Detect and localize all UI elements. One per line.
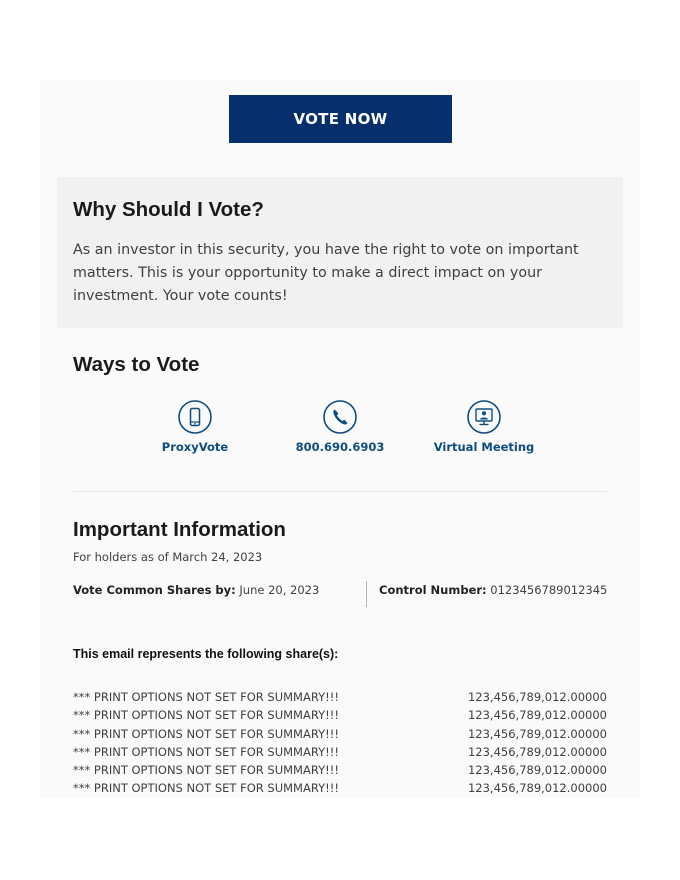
why-vote-title: Why Should I Vote?: [73, 198, 264, 221]
email-card: [40, 80, 640, 798]
holders-date: For holders as of March 24, 2023: [73, 550, 263, 564]
share-name: *** PRINT OPTIONS NOT SET FOR SUMMARY!!!: [73, 690, 339, 704]
share-row: [73, 745, 607, 763]
share-name: *** PRINT OPTIONS NOT SET FOR SUMMARY!!!: [73, 708, 339, 723]
share-amount: 123,456,789,012.00000: [467, 781, 607, 796]
control-number-value: 0123456789012345: [490, 583, 608, 597]
vote-by-label: Vote Common Shares by:: [73, 583, 236, 597]
share-amount: 123,456,789,012.00000: [467, 726, 607, 741]
virtual-meeting-link[interactable]: [409, 400, 559, 454]
mobile-phone-icon: [178, 400, 212, 434]
control-number-field: [379, 583, 607, 597]
proxyvote-label: ProxyVote: [161, 440, 229, 454]
vote-now-button[interactable]: VOTE NOW: [229, 95, 452, 143]
share-amount: 123,456,789,012.00000: [467, 744, 607, 759]
share-row: [73, 727, 607, 745]
ways-to-vote-title: Ways to Vote: [73, 353, 200, 376]
vote-by-field: [73, 583, 319, 597]
phone-number-label: 800.690.6903: [295, 440, 385, 454]
share-row: [73, 690, 607, 708]
telephone-icon: [323, 400, 357, 434]
share-name: *** PRINT OPTIONS NOT SET FOR SUMMARY!!!: [73, 744, 339, 759]
share-amount: 123,456,789,012.00000: [467, 763, 607, 778]
vote-by-date: June 20, 2023: [239, 583, 320, 597]
why-vote-panel: [57, 177, 623, 328]
virtual-meeting-label: Virtual Meeting: [433, 440, 535, 454]
share-amount: 123,456,789,012.00000: [467, 690, 607, 704]
phone-vote-link[interactable]: [265, 400, 415, 454]
proxyvote-link[interactable]: [120, 400, 270, 454]
shares-heading: This email represents the following share(s):: [73, 647, 339, 661]
section-divider: [73, 491, 607, 492]
share-name: *** PRINT OPTIONS NOT SET FOR SUMMARY!!!: [73, 781, 339, 796]
shares-list: [73, 690, 607, 798]
field-separator: [366, 581, 367, 607]
share-name: *** PRINT OPTIONS NOT SET FOR SUMMARY!!!: [73, 763, 339, 778]
share-amount: 123,456,789,012.00000: [467, 708, 607, 723]
virtual-meeting-icon: [467, 400, 501, 434]
why-vote-body: As an investor in this security, you have the right to vote on important matters. This is your opportunity to make a direct impact on your investment. Your vote counts!: [73, 242, 579, 304]
share-row: [73, 708, 607, 726]
share-row: [73, 781, 607, 798]
important-info-title: Important Information: [73, 518, 286, 541]
control-number-label: Control Number:: [379, 583, 487, 597]
share-name: *** PRINT OPTIONS NOT SET FOR SUMMARY!!!: [73, 726, 339, 741]
share-row: [73, 763, 607, 781]
